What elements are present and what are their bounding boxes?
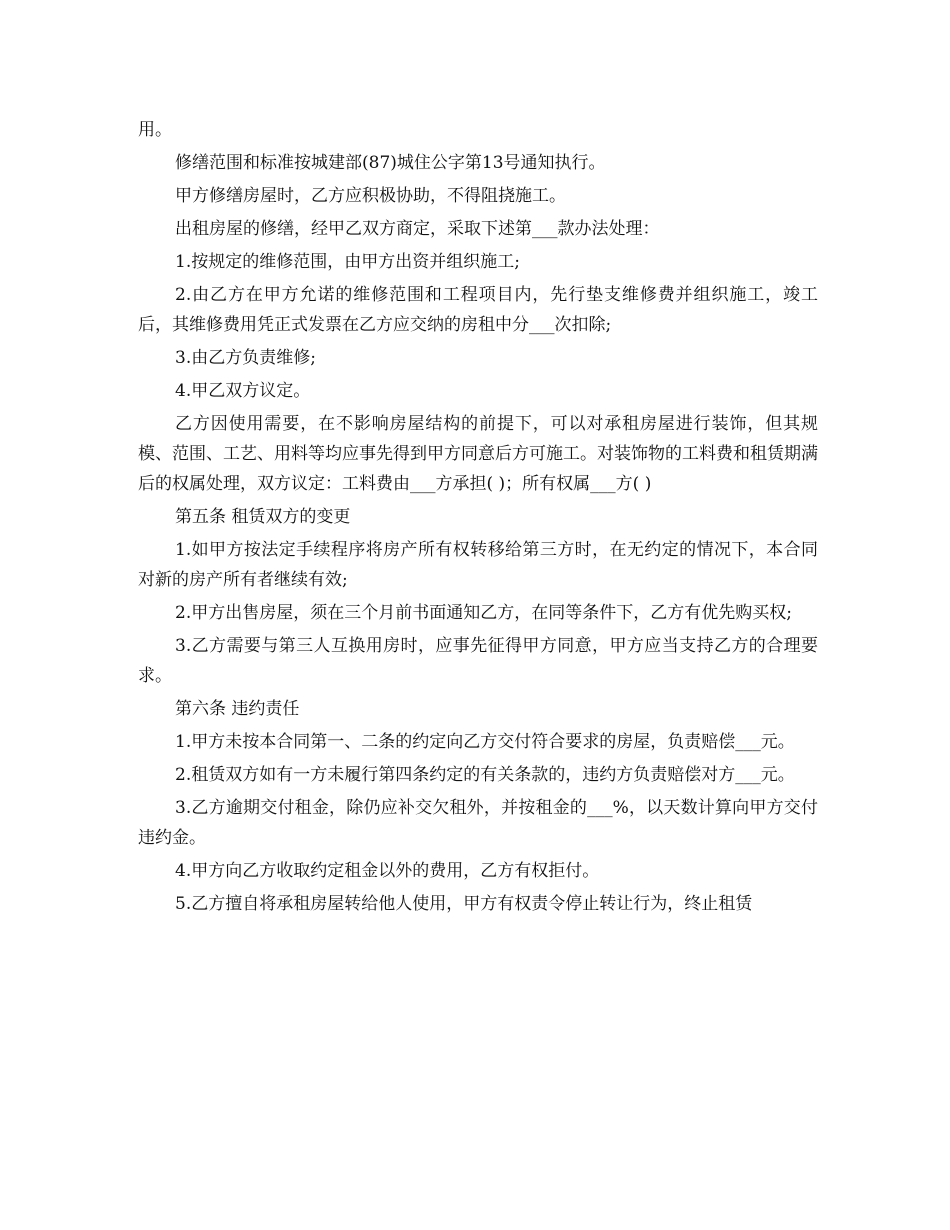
list-item-liability-3: 3.乙方逾期交付租金，除仍应补交欠租外，并按租金的___%，以天数计算向甲方交付违约金。 <box>138 798 818 848</box>
list-item-liability-5: 5.乙方擅自将承租房屋转给他人使用，甲方有权责令停止转让行为，终止租赁 <box>175 894 753 914</box>
list-item-repair-option-3: 3.由乙方负责维修; <box>175 348 316 368</box>
paragraph-repair-cooperation: 甲方修缮房屋时，乙方应积极协助，不得阻挠施工。 <box>175 186 566 206</box>
document-page <box>138 115 818 922</box>
list-item-repair-option-1: 1.按规定的维修范围，由甲方出资并组织施工; <box>175 252 520 272</box>
paragraph-repair-method: 出租房屋的修缮，经甲乙双方商定，采取下述第___款办法处理： <box>175 219 660 239</box>
list-item-change-3: 3.乙方需要与第三人互换用房时，应事先征得甲方同意，甲方应当支持乙方的合理要求。 <box>138 636 818 686</box>
list-item-repair-option-2: 2.由乙方在甲方允诺的维修范围和工程项目内，先行垫支维修费并组织施工，竣工后，其维修费用凭正式发票在乙方应交纳的房租中分___次扣除; <box>138 285 818 335</box>
section-heading-article-5: 第五条 租赁双方的变更 <box>175 507 351 527</box>
list-item-repair-option-4: 4.甲乙双方议定。 <box>175 381 311 401</box>
list-item-change-1: 1.如甲方按法定手续程序将房产所有权转移给第三方时，在无约定的情况下，本合同对新的房产所有者继续有效; <box>138 540 818 590</box>
paragraph-repair-standard: 修缮范围和标准按城建部(87)城住公字第13号通知执行。 <box>175 153 606 173</box>
paragraph-decoration: 乙方因使用需要，在不影响房屋结构的前提下，可以对承租房屋进行装饰，但其规模、范围、工艺、用料等均应事先得到甲方同意后方可施工。对装饰物的工料费和租赁期满后的权属处理，双方议定：工料费由___方承担( )；所有权属___方( ) <box>138 414 818 494</box>
paragraph-continuation: 用。 <box>138 120 172 140</box>
list-item-change-2: 2.甲方出售房屋，须在三个月前书面通知乙方，在同等条件下，乙方有优先购买权; <box>175 603 792 623</box>
list-item-liability-4: 4.甲方向乙方收取约定租金以外的费用，乙方有权拒付。 <box>175 861 600 881</box>
list-item-liability-2: 2.租赁双方如有一方未履行第四条约定的有关条款的，违约方负责赔偿对方___元。 <box>175 765 795 785</box>
section-heading-article-6: 第六条 违约责任 <box>175 699 300 719</box>
list-item-liability-1: 1.甲方未按本合同第一、二条的约定向乙方交付符合要求的房屋，负责赔偿___元。 <box>175 732 795 752</box>
